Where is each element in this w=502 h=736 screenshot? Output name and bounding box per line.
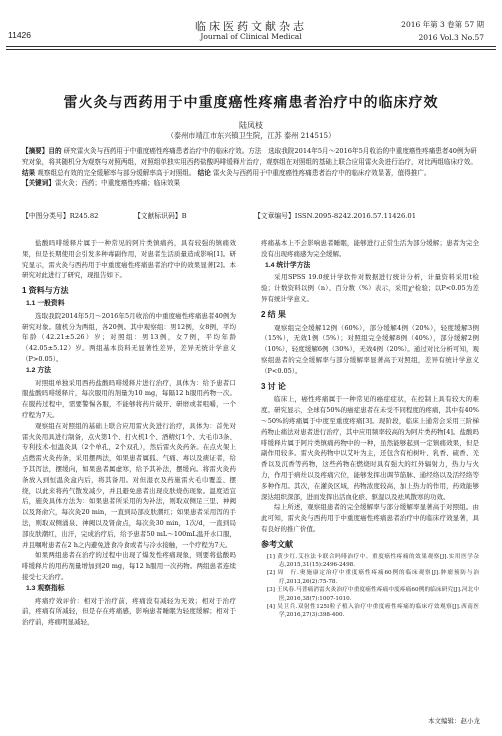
- keywords-label: 【关键词】: [22, 179, 55, 188]
- conclusion-label: 结论: [197, 168, 211, 177]
- references-heading: 参考文献: [261, 539, 293, 549]
- reference-item: [1] 黄少红.艾拉法卡联合吗啡治疗中、重度癌性疼痛的效果观察[J].实用医学杂志,2015,31(15):2496-2498.: [267, 553, 479, 568]
- paragraph: 观察组完全缓解12例（60%），部分缓解4例（20%），轻度缓解3例（15%），无效1例（5%）；对照组完全缓解8例（40%），部分缓解2例（10%），轻度缓解6例（30%），无效4例（20%）。通过对比分析可知，观察组患者的完全缓解率与部分缓解率显著高于对照组，差异有统计学意义（P<0.05）。: [261, 323, 479, 375]
- clc-number: 【中图分类号】R245.82: [22, 212, 99, 220]
- reference-item: [2] 周 行.奥施康定治疗中重度癌性疼痛60例的临床观察[J].肿瘤预防与治疗,2013,26(2):75-78.: [267, 570, 479, 585]
- left-column: [22, 238, 236, 628]
- reference-item: [3] 王凤春.马普痛消雷火灸治疗中重度癌性疼痛中度疼痛60例的临床研究[J].河北中医,2016,38(7):1007-1010.: [267, 587, 479, 602]
- conclusion-text: 雷火灸与西药用于中重度癌性疼痛患者治疗中的临床疗效显著，值得推广。: [212, 168, 431, 177]
- subsection-heading: 1.3 观察指标: [26, 584, 65, 592]
- issue-en: 2016 Vol.3 No.57: [418, 33, 484, 42]
- section-heading: 3 讨 论: [261, 381, 286, 391]
- paragraph: 临床上，癌性疼痛属于一种常见的癌症症状，在控制上具有较大的难度。研究显示，全球有50%的癌症患者在未受不同程度的疼痛，其中有40%～50%的疼痛属于中度至重度疼痛[3]。现阶段，临床上通常会采用三阶梯药物止痛法对患者进行治疗，其中应用频率较高的为阿片类药物[4]。盐酸吗啡缓释片属于阿片类镇痛药物中的一种，虽然能够起到一定镇痛效果，但是副作用较多。雷火灸药物中以艾叶为主，还包含有柏树叶、乳香、硫香、羌香以及沉香等药物，这些药物在燃烧时具有强大的红外辐射力，热力与火力，作用于病灶以及疼痛穴位，能够发挥出调节筋脉、通经络以及活经络等多种作用。其次，在灌灸区域，药物浓度较高，加上热力的作用，药效能够深达组织深部，进而发挥出活血化瘀、驱湿以及祛风散寒的功效。: [261, 395, 479, 501]
- section-heading: 2 结 果: [261, 309, 286, 319]
- result-label: 结果: [22, 168, 36, 177]
- paragraph: 综上所述，观察组患者的完全缓解率与部分缓解率显著高于对照组。由此可知，雷火灸与西药用于中重度癌性疼痛患者治疗中的临床疗效显著，具有良好的推广价值。: [261, 503, 479, 533]
- abstract-text: 研究雷火灸与西药用于中重度癌性疼痛患者治疗中的临床疗效。方法 选取我院2014年5月～2016年5月收治的中重度癌性疼痛患者40例为研究对象，将其随机分为观察与对照两组，对照组单独实用西药盐酸吗啡缓释片治疗，观察组在对照组的基础上联合应用雷火灸进行治疗，对比两组临床疗效。: [22, 147, 477, 166]
- subsection-heading: 1.4 统计学方法: [265, 261, 311, 269]
- author: 陆凤枝: [239, 121, 263, 130]
- header-rule: [6, 46, 496, 47]
- references-list: [261, 553, 479, 620]
- paragraph: 对照组单独采用西药盐酸吗啡缓释片进行治疗，具体为：给予患者口服盐酸吗啡缓释片，每次服用的剂量为10 mg，每隔12 h服用药物一次。在服药过程中，需要警惕各服，不能够将药片破开、研磨或者咀嚼，一个疗程为7天。: [22, 378, 236, 419]
- affiliation: （泰州市靖江市东兴镇卫生院，江苏 泰州 214515）: [166, 131, 336, 140]
- issue-info: [401, 18, 484, 44]
- paragraph: 采用SPSS 19.0统计学软件对数据进行统计分析，计量资料采用t检验；计数资料以例（n）、百分数（%）表示，采用χ²检验；以P<0.05为差异有统计学意义。: [261, 273, 479, 303]
- page-number: 11426: [8, 30, 32, 40]
- right-column: [261, 238, 479, 620]
- paragraph: 选取我院2014年5月～2016年5月收治的中重度癌性疼痛患者40例为研究对象。随机分为两组，各20例。其中观察组：男12例，女8例，平均年龄（42.21±5.26）岁；对照组：男13例，女7例，平均年龄（42.05±5.12）岁。两组基本资料无显著性差异，差异无统计学意义（P>0.05）。: [22, 311, 236, 363]
- header-rule-thin: [6, 49, 496, 50]
- reference-item: [4] 吴卫兵.双射性125I粒子植入治疗中重度癌性疼痛的临床疗效观察[J].西南医学,2016,27(3):398-400.: [267, 603, 479, 619]
- paragraph: 疼痛疗效评价：相对于治疗前，疼痛没有减轻为无效；相对于治疗前，疼痛有所减轻，但是存在疼痛感，影响患者睡眠为轻度缓解；相对于治疗前，疼痛明显减轻，: [22, 596, 236, 627]
- journal-name-cn: 临床医药文献杂志: [195, 20, 307, 33]
- result-text: 观察组总有效的完全缓解率与部分缓解率高于对照组。: [37, 168, 196, 177]
- article-title: 雷火灸与西药用于中重度癌性疼痛患者治疗中的临床疗效: [63, 95, 439, 111]
- subsection-heading: 1.2 方法: [26, 366, 51, 374]
- journal-header: [0, 0, 502, 48]
- journal-name-en: Journal of Clinical Medical: [200, 32, 302, 41]
- paragraph: 观察组在对照组的基础上联合应用雷火灸进行治疗，具体为：首先对雷火灸用具进行制备，点火第1个、打火机1个、酒精灯1个、大毛巾3条、专利技术-恒温灸具（2个单孔，2个双孔），然后雷火灸药条。在点火架上点燃雷火灸药条，采用摆两法，如果患者属狐、气痛、毒以及痰证者，给予其泻法，摆缓向，如果患者属虚寒，给予其补法，摆缓向。将雷火灸药条放入到恒温灸盒内后，将其备用。对但湿衣及药施雷火毛巾覆盖、摆绕，以此来将药气散发减少，并且避免患者出现皮肤烧伤现象。温度适宜后，施灸具体方法为：如果患者所采用的为补法，则取双侧足三里、神阙以及肾俞穴，每次灸20 min，一直到局部皮肤潮红；如果患者采用泻的手法，则取双侧涌泉、神阙以及肾俞点，每次灸30 min，1次/d，一直到局部皮肤潮红，出汗，完成治疗后，给予患者50 mL～100mL温开水口服，并且嘱咐患者在2 h之内避免进食冷食或者与冷水接触，一个疗程为7天。: [22, 421, 236, 549]
- subsection-heading: 1.1 一般资料: [26, 299, 65, 307]
- issue-cn: 2016 年第 3 卷第 57 期: [401, 20, 484, 29]
- intro-paragraph: 盐酸吗啡缓释片属于一种常见的阿片类镇痛药，具有较强的镇痛效果，但是长期使用会引发多种毒副作用，对患者生活质量造成影响[1]。研究显示，雷火灸与西药用于中重度癌性疼痛患者治疗中的效果显著[2]。本研究对此进行了研究，现报告如下。: [22, 239, 236, 280]
- article-number: 【文章编号】ISSN.2095-8242.2016.57.11426.01: [254, 212, 417, 220]
- abstract-label: 【摘要】目的: [22, 147, 62, 155]
- editor-credit: 本文编辑：赵小龙: [428, 717, 480, 725]
- abstract: [22, 146, 480, 189]
- section-heading: 1 资料与方法: [22, 286, 69, 296]
- paragraph: 疼痛基本上不会影响患者睡眠，能够进行正常生活为部分缓解；患者为完全没有出现疼痛感为完全缓解。: [261, 239, 479, 258]
- paragraph: 如果两组患者在治疗的过程中出现了爆发性疼痛现象，则要将盐酸吗啡缓释片的用药剂量增加到20 mg，每12 h服用一次药物。两组患者连续接受七天治疗。: [22, 551, 236, 581]
- document-code: 【文献标识码】B: [134, 212, 187, 220]
- keywords: 雷火灸；西药；中重度癌性疼痛；临床效果: [54, 179, 181, 188]
